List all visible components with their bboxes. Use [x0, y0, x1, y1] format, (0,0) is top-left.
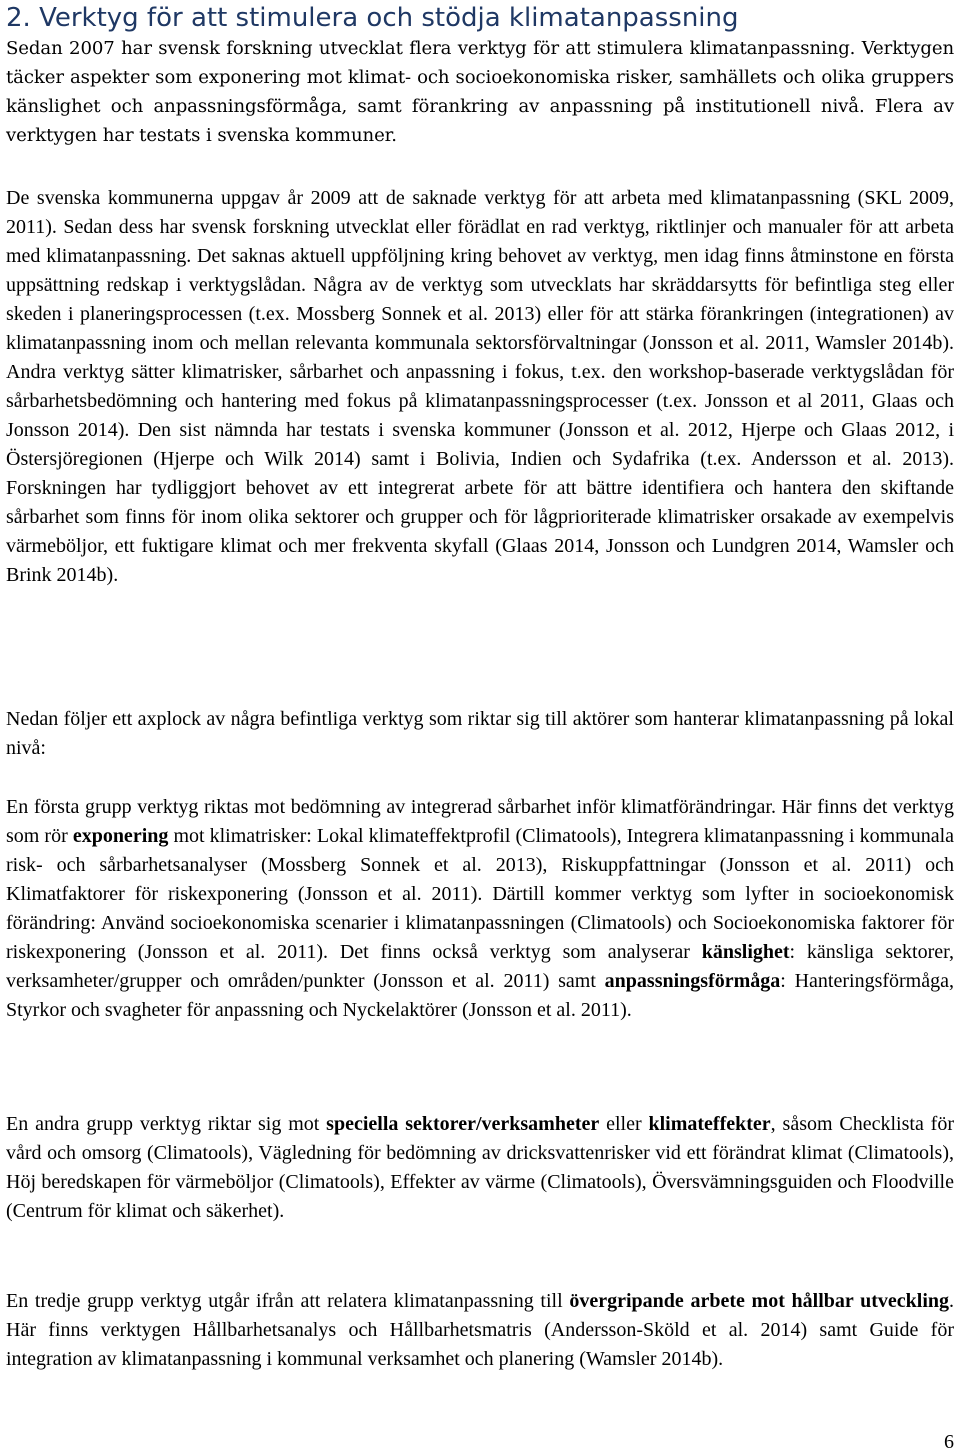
bold-term-hallbar-utveckling: övergripande arbete mot hållbar utveckling [569, 1290, 949, 1312]
body-paragraph-selection: Nedan följer ett axplock av några befintliga verktyg som riktar sig till aktörer som hanterar klimatanpassning på lokal nivå: [6, 708, 954, 759]
text-run: : Hanteringsförmåga, Styrkor och svagheter för anpassning och Nyckelaktörer (Jonsson et al. 2011). [6, 970, 954, 1021]
bold-term-sektorer: speciella sektorer/verksamheter [326, 1113, 600, 1135]
page-number: 6 [944, 1431, 954, 1453]
text-run: En andra grupp verktyg riktar sig mot [6, 1113, 327, 1135]
body-paragraph-second-group [6, 1110, 954, 1226]
intro-paragraph: Sedan 2007 har svensk forskning utvecklat flera verktyg för att stimulera klimatanpassning. Verktygen täcker aspekter som exponering mot klimat- och socioekonomiska risker, samhällets och olika gruppers känslighet och anpassningsförmåga, samt förankring av anpassning på institutionell nivå. Flera av verktygen har testats i svenska kommuner. [6, 38, 954, 146]
text-run: , såsom Checklista för vård och omsorg (Climatools), Vägledning för bedömning av dricksvattenrisker vid ett förändrat klimat (Climatools), Höj beredskapen för värmeböljor (Climatools), Effekter av värme (Climatools), Översvämningsguiden och Floodville (Centrum för klimat och säkerhet). [6, 1113, 954, 1222]
bold-term-anpassningsformaga: anpassningsförmåga [604, 970, 781, 992]
body-paragraph-municipalities: De svenska kommunerna uppgav år 2009 att de saknade verktyg för att arbeta med klimatanpassning (SKL 2009, 2011). Sedan dess har svensk forskning utvecklat eller förädlat en rad verktyg, riktlinjer och manualer för att arbeta med klimatanpassning. Det saknas aktuell uppföljning kring behovet av verktyg, men idag finns åtminstone en första uppsättning redskap i verktygslådan. Några av de verktyg som utvecklats har skräddarsytts för befintliga steg eller skeden i planeringsprocessen (t.ex. Mossberg Sonnek et al. 2013) eller för att stärka förankringen (integrationen) av klimatanpassning inom och mellan relevanta kommunala sektorsförvaltningar (Jonsson et al. 2011, Wamsler 2014b). Andra verktyg sätter klimatrisker, sårbarhet och anpassning i fokus, t.ex. den workshop-baserade verktygslådan för sårbarhetsbedömning och hantering med fokus på klimatanpassningsprocesser (t.ex. Jonsson et al 2011, Glaas och Jonsson 2014). Den sist nämnda har testats i svenska kommuner (Jonsson et al. 2012, Hjerpe och Glaas 2012, i Östersjöregionen (Hjerpe och Wilk 2014) samt i Bolivia, Indien och Sydafrika (t.ex. Andersson et al. 2013). Forskningen har tydliggjort behovet av ett integrerat arbete för att bättre identifiera och hantera den skiftande sårbarhet som finns för inom olika sektorer och grupper och för lågprioriterade klimatrisker orsakade av exempelvis värmeböljor, ett fuktigare klimat och mer frekventa skyfall (Glaas 2014, Jonsson och Lundgren 2014, Wamsler och Brink 2014b). [6, 187, 954, 586]
bold-term-kanslighet: känslighet [701, 941, 790, 963]
text-run: En tredje grupp verktyg utgår ifrån att relatera klimatanpassning till [6, 1290, 570, 1312]
body-paragraph-third-group [6, 1287, 954, 1374]
bold-term-exponering: exponering [72, 825, 169, 847]
text-run: En första grupp verktyg riktas mot bedömning av integrerad sårbarhet inför klimatförändringar. Här finns det verktyg som rör [6, 796, 954, 847]
body-paragraph-first-group [6, 793, 954, 1025]
text-run: eller [599, 1113, 649, 1135]
text-run: : känsliga sektorer, verksamheter/grupper och områden/punkter (Jonsson et al. 2011) samt [6, 941, 954, 992]
bold-term-klimateffekter: klimateffekter [648, 1113, 771, 1135]
text-run: . Här finns verktygen Hållbarhetsanalys och Hållbarhetsmatris (Andersson-Sköld et al. 2014) samt Guide för integration av klimatanpassning i kommunal verksamhet och planering (Wamsler 2014b). [6, 1290, 954, 1370]
text-run: mot klimatrisker: Lokal klimateffektprofil (Climatools), Integrera klimatanpassning i kommunala risk- och sårbarhetsanalyser (Mossberg Sonnek et al. 2013), Riskuppfattningar (Jonsson et al. 2011) och Klimatfaktorer för riskexponering (Jonsson et al. 2011). Därtill kommer verktyg som lyfter in socioekonomisk förändring: Använd socioekonomiska scenarier i klimatanpassningen (Climatools) och Socioekonomiska faktorer för riskexponering (Jonsson et al. 2011). Det finns också verktyg som analyserar [6, 825, 955, 963]
section-heading: 2. Verktyg för att stimulera och stödja klimatanpassning [6, 3, 739, 33]
